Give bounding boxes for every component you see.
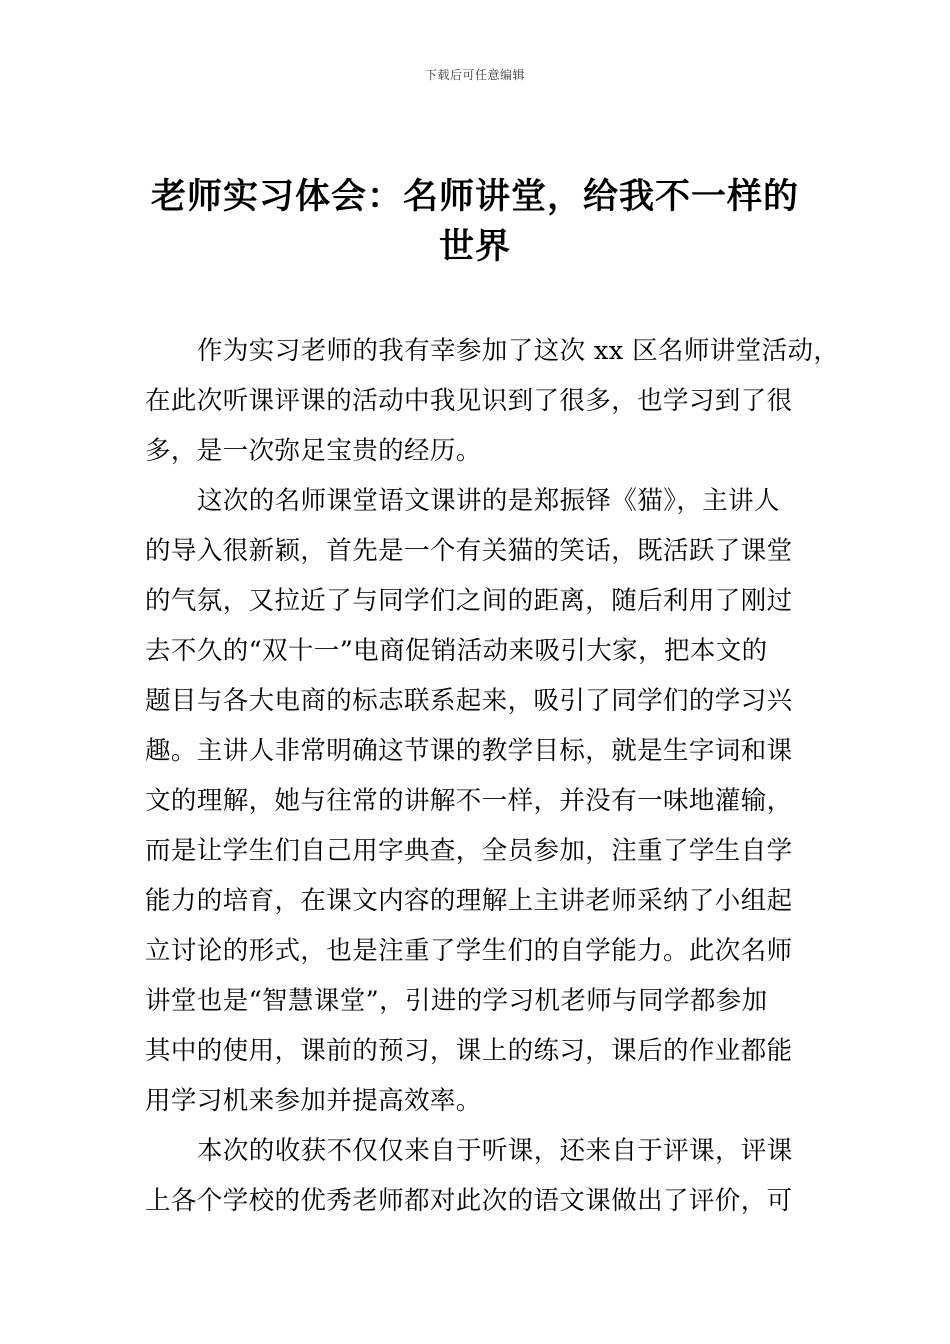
title-line: 世界	[438, 227, 511, 267]
text-line: 去不久的“双十一”电商促销活动来吸引大家，把本文的	[145, 636, 768, 666]
title-line: 老师实习体会：名师讲堂，给我不一样的	[150, 177, 799, 217]
text-line: 文的理解，她与往常的讲解不一样，并没有一味地灌输，	[145, 786, 793, 816]
text-line: 多，是一次弥足宝贵的经历。	[145, 436, 482, 466]
text-line: 上各个学校的优秀老师都对此次的语文课做出了评价，可	[145, 1186, 793, 1216]
text-line: 能力的培育，在课文内容的理解上主讲老师采纳了小组起	[145, 886, 793, 916]
text-line: 的气氛，又拉近了与同学们之间的距离，随后利用了刚过	[145, 586, 793, 616]
text-line: 立讨论的形式，也是注重了学生们的自学能力。此次名师	[145, 936, 793, 966]
text-line: 作为实习老师的我有幸参加了这次 xx 区名师讲堂活动，	[197, 336, 840, 366]
text-line: 本次的收获不仅仅来自于听课，还来自于评课，评课	[197, 1136, 793, 1166]
paragraph	[145, 326, 840, 476]
text-line: 其中的使用，课前的预习，课上的练习，课后的作业都能	[145, 1036, 793, 1066]
paragraph	[145, 476, 817, 1126]
text-line: 趣。主讲人非常明确这节课的教学目标，就是生字词和课	[145, 736, 793, 766]
text-line: 而是让学生们自己用字典查，全员参加，注重了学生自学	[145, 836, 793, 866]
text-line: 题目与各大电商的标志联系起来，吸引了同学们的学习兴	[145, 686, 793, 716]
text-line: 在此次听课评课的活动中我见识到了很多，也学习到了很	[145, 386, 793, 416]
paragraph	[145, 1126, 817, 1226]
text-line: 的导入很新颖，首先是一个有关猫的笑话，既活跃了课堂	[145, 536, 793, 566]
text-line: 用学习机来参加并提高效率。	[145, 1086, 482, 1116]
text-line: 讲堂也是“智慧课堂”，引进的学习机老师与同学都参加	[145, 986, 768, 1016]
header-note: 下载后可任意编辑	[424, 68, 525, 82]
document-title	[140, 172, 810, 272]
document-body	[145, 326, 840, 1226]
text-line: 这次的名师课堂语文课讲的是郑振铎《猫》，主讲人	[197, 486, 780, 516]
